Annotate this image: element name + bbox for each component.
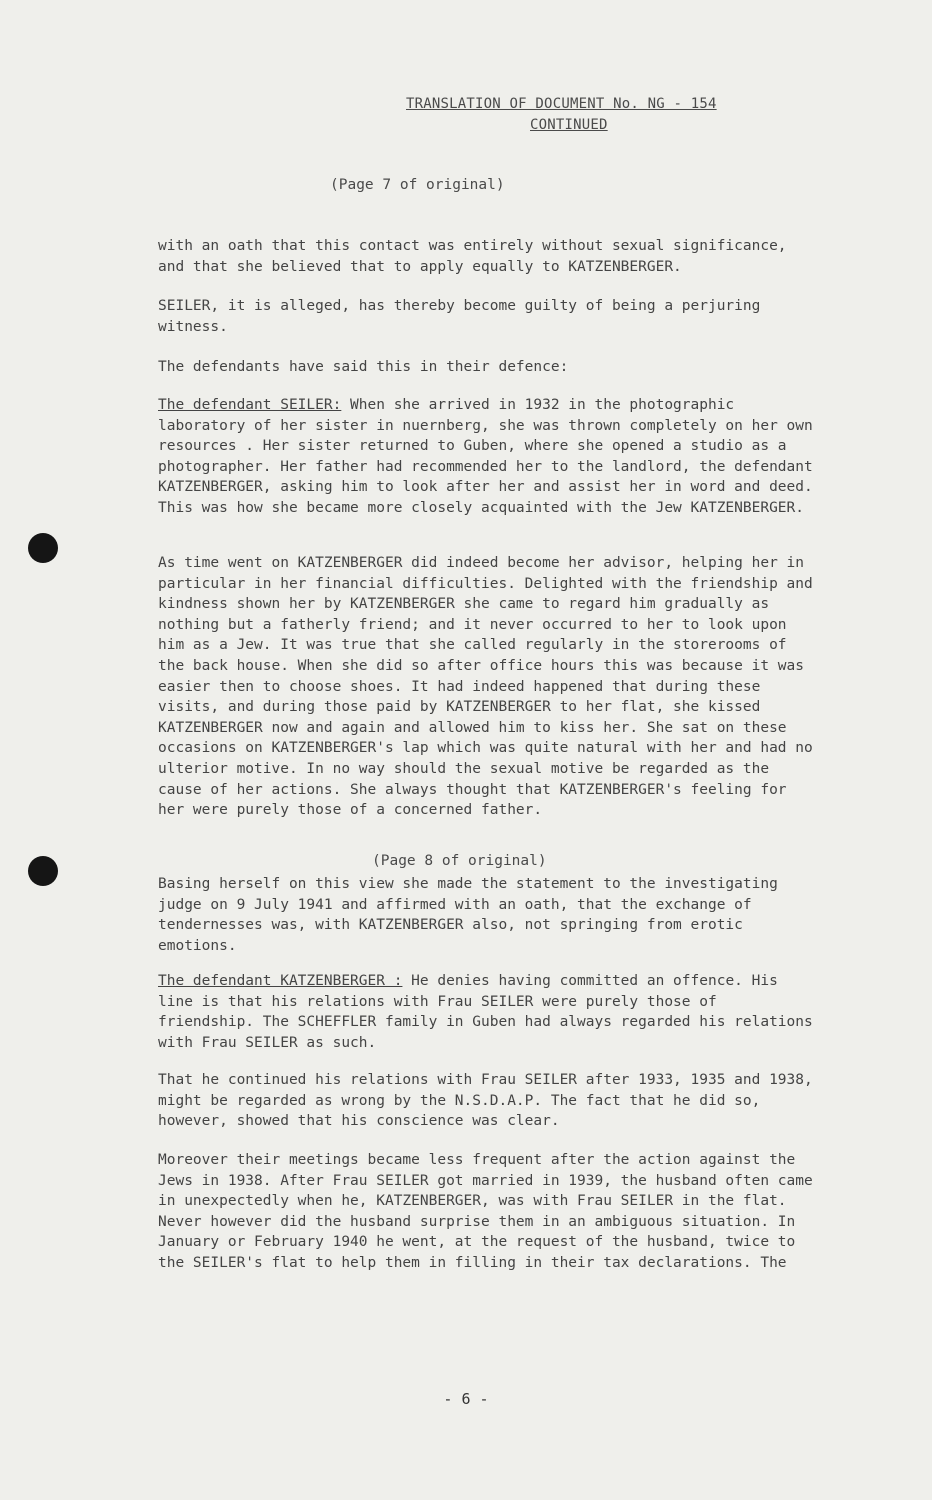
paragraph-9: Moreover their meetings became less frequent after the action against the Jews in 1938. After Frau SEILER got married in 1939, the husband often came in unexpectedly when he, KATZENBERGER, was with Frau SEILER in the flat. Never however did the husband surprise them in an ambiguous situation. In January or February 1940 he went, at the request of the husband, twice to the SEILER's flat to help them in filling in their tax declarations. The (158, 1152, 813, 1271)
page-reference-8: (Page 8 of original) (372, 853, 547, 869)
paragraph-8: That he continued his relations with Frau SEILER after 1933, 1935 and 1938, might be regarded as wrong by the N.S.D.A.P. The fact that he did so, however, showed that his conscience was clear. (158, 1072, 813, 1130)
paragraph-1: with an oath that this contact was entirely without sexual significance, and that she believed that to apply equally to KATZENBERGER. (158, 238, 787, 275)
defendant-seiler-text: When she arrived in 1932 in the photographic laboratory of her sister in nuernberg, she was thrown completely on her own resources . Her sister returned to Guben, where she opened a studio as a photographer. Her father had recommended her to the landlord, the defendant KATZENBERGER, asking him to look after her and assist her in word and deed. This was how she became more closely acquainted with the Jew KATZENBERGER. (158, 397, 813, 516)
header-title: TRANSLATION OF DOCUMENT No. NG - 154 (406, 96, 717, 112)
paragraph-5: As time went on KATZENBERGER did indeed become her advisor, helping her in particular in her financial difficulties. Delighted with the friendship and kindness shown her by KATZENBERGER she came to regard him gradually as nothing but a fatherly friend; and it never occurred to her to look upon him as a Jew. It was true that she called regularly in the storerooms of the back house. When she did so after office hours this was because it was easier then to choose shoes. It had indeed happened that during these visits, and during those paid by KATZENBERGER to her flat, she kissed KATZENBERGER now and again and allowed him to kiss her. She sat on these occasions on KATZENBERGER's lap which was quite natural with her and had no ulterior motive. In no way should the sexual motive be regarded as the cause of her actions. She always thought that KATZENBERGER's feeling for her were purely those of a concerned father. (158, 555, 813, 819)
defendant-katzenberger-text: He denies having committed an offence. His line is that his relations with Frau SEILER were purely those of friendship. The SCHEFFLER family in Guben had always regarded his relations with Frau SEILER as such. (158, 973, 813, 1051)
defendant-katzenberger-label: The defendant KATZENBERGER : (158, 973, 403, 989)
page-reference-7: (Page 7 of original) (330, 177, 505, 193)
paragraph-2: SEILER, it is alleged, has thereby become guilty of being a perjuring witness. (158, 298, 761, 335)
paragraph-6: Basing herself on this view she made the statement to the investigating judge on 9 July 1941 and affirmed with an oath, that the exchange of tendernesses was, with KATZENBERGER also, not springing from erotic emotions. (158, 876, 778, 954)
paragraph-3: The defendants have said this in their defence: (158, 359, 569, 375)
paragraph-defendant-katzenberger (158, 971, 818, 1053)
punch-hole-bottom (28, 856, 58, 886)
header-continued: CONTINUED (530, 117, 608, 133)
defendant-seiler-label: The defendant SEILER: (158, 397, 342, 413)
page-number: - 6 - (443, 1390, 489, 1408)
punch-hole-top (28, 533, 58, 563)
document-header (406, 94, 766, 136)
paragraph-defendant-seiler (158, 395, 818, 519)
